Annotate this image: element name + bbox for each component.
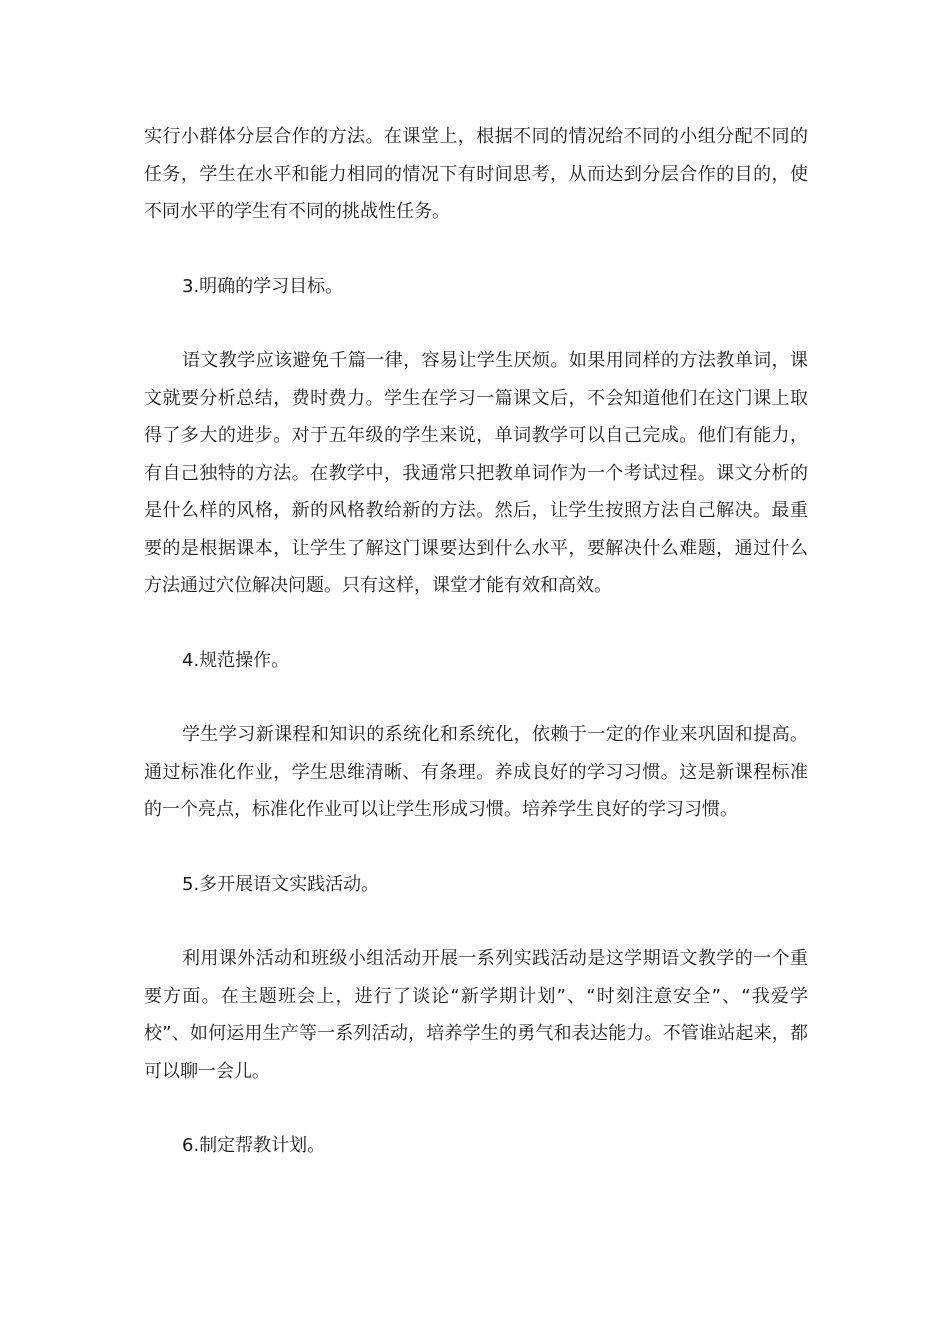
- paragraph-practice-activities: 利用课外活动和班级小组活动开展一系列实践活动是这学期语文教学的一个重要方面。在主题班会上，进行了谈论“新学期计划”、“时刻注意安全”、“我爱学校”、如何运用生产等一系列活动，培养学生的勇气和表达能力。不管谁站起来，都可以聊一会儿。: [144, 948, 808, 1082]
- section-heading-3: 3.明确的学习目标。: [182, 275, 344, 297]
- paragraph-learning-goals: 语文教学应该避免千篇一律，容易让学生厌烦。如果用同样的方法教单词，课文就要分析总结，费时费力。学生在学习一篇课文后，不会知道他们在这门课上取得了多大的进步。对于五年级的学生来说，单词教学可以自己完成。他们有能力，有自己独特的方法。在教学中，我通常只把教单词作为一个考试过程。课文分析的是什么样的风格，新的风格教给新的方法。然后，让学生按照方法自己解决。最重要的是根据课本，让学生了解这门课要达到什么水平，要解决什么难题，通过什么方法通过穴位解决问题。只有这样，课堂才能有效和高效。: [144, 350, 808, 596]
- section-heading-6: 6.制定帮教计划。: [182, 1135, 326, 1156]
- document-body: [144, 118, 808, 1165]
- section-heading-5: 5.多开展语文实践活动。: [182, 873, 380, 895]
- paragraph-standard-homework: 学生学习新课程和知识的系统化和系统化，依赖于一定的作业来巩固和提高。通过标准化作业，学生思维清晰、有条理。养成良好的学习习惯。这是新课程标准的一个亮点，标准化作业可以让学生形成习惯。培养学生良好的学习习惯。: [144, 724, 808, 820]
- paragraph-group-cooperation: 实行小群体分层合作的方法。在课堂上，根据不同的情况给不同的小组分配不同的任务，学生在水平和能力相同的情况下有时间思考，从而达到分层合作的目的，使不同水平的学生有不同的挑战性任务。: [144, 126, 808, 222]
- section-heading-4: 4.规范操作。: [182, 649, 290, 671]
